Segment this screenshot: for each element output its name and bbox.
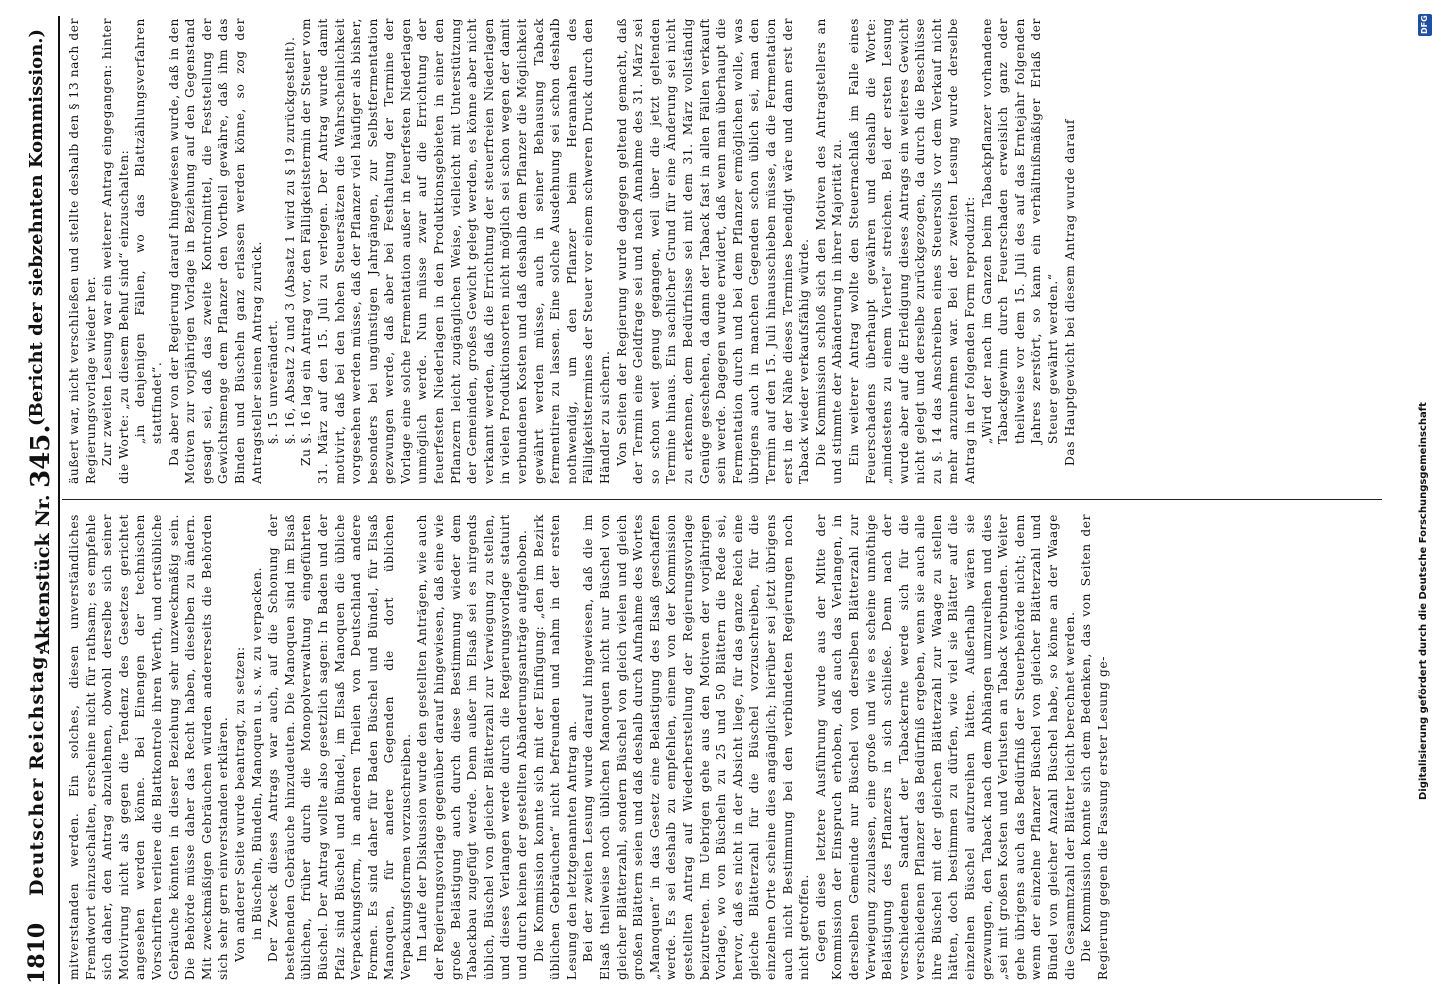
paragraph: Ein weiterer Antrag wollte den Steuernachlaß im Falle eines Feuerschadens überhaupt gewähren und deshalb die Worte: „mindestens zu einem Viertel“ streichen. Bei der ersten Lesung wurde aber auf die Erledigung dieses Antrags ein weiteres Gewicht nicht gelegt und derselbe zurückgezogen, da durch die Beschlüsse zu §. 14 das Anschreiben eines Steuersolls vor dem Verkauf nicht mehr anzunehmen war. Bei der zweiten Lesung wurde derselbe Antrag in der folgenden Form reproduzirt:: [846, 18, 978, 484]
paragraph: äußert war, nicht verschließen und stellte deshalb den § 13 nach der Regierungsvorlage wieder her.: [67, 18, 98, 484]
paragraph: Die Kommission konnte sich dem Bedenken, das von Seiten der Regierung gegen die Fassung erster Lesung ge-: [1079, 514, 1110, 980]
paragraph: Von Seiten der Regierung wurde dagegen geltend gemacht, daß der Termin eine Geldfrage sei und nach Annahme des 31. März sei so schon weit genug gegangen, weil über die jetzt geltenden Termine hinaus. Ein sachlicher Grund für eine Änderung sei nicht zu erkennen, dem Bedürfnisse sei mit dem 31. März vollständig Genüge geschehen, da dann der Taback fast in allen Fällen verkauft sein werde. Dagegen wurde erwidert, daß wenn man überhaupt die Fermentation durch und bei dem Pflanzer ermöglichen wolle, was übrigens auch in manchen Gegenden schon üblich sei, man den Termin auf den 15. Juli hinausschieben müsse, da die Fermentation erst in der Nähe dieses Termines beendigt wäre und dann erst der Taback wieder verkaufsfähig würde.: [614, 18, 812, 484]
paragraph: Von anderer Seite wurde beantragt, zu setzen:: [232, 646, 247, 962]
publication-title: Deutscher Reichstag.: [26, 647, 48, 896]
document-number-value: 345.: [26, 424, 56, 488]
digitization-watermark: [1418, 12, 1432, 992]
document-number-label: Aktenstück Nr.: [32, 494, 54, 654]
paragraph: Gegen diese letztere Ausführung wurde aus der Mitte der Kommission der Einspruch erhoben, daß auch das Verlangen, in derselben Gemeinde nur Büschel von derselben Blätterzahl zur Verwiegung zuzulassen, eine große und wie es scheine unnöthige Belästigung des Pflanzers in sich schließe. Denn nach der verschiedenen Sandart der Tabackernte werde sich für die verschiedenen Pflanzer das Bedürfniß ergeben, wenn sie auch alle ihre Büschel mit der gleichen Blätterzahl zur Waage zu stellen hätten, doch bestimmen zu dürfen, wie viel sie Blätter auf die einzelnen Büschel aufzureihen hätten. Außerhalb wären sie gezwungen, den Taback nach dem Abhängen umzureihen und dies „sei mit großen Kosten und Verlusten an Taback verbunden. Weiter gehe übrigens auch das Bedürfniß der Steuerbehörde nicht; denn wenn der einzelne Pflanzer Büschel von gleicher Blätterzahl und Bündel von gleicher Anzahl Büschel habe, so könne an der Waage die Gesammtzahl der Blätter leicht berechnet werden.: [813, 514, 1077, 980]
left-text-column: [66, 514, 1376, 980]
paragraph: §. 15 unverändert.: [266, 319, 281, 444]
paragraph: Die Kommission konnte sich mit der Einfügung: „den im Bezirk üblichen Gebräuchen“ nicht befreunden und nahm in der ersten Lesung den letztgenannten Antrag an.: [531, 514, 579, 980]
header-rule: [58, 16, 60, 984]
paragraph: Der Zweck dieses Antrags war auch, auf die Schonung der bestehenden Gebräuche hinzudeuten. Die Manoquen sind im Elsaß üblichen, früher durch die Monopolverwaltung eingeführten Büschel. Der Antrag wollte also gesetzlich sagen: In Baden und der Pfalz sind Büschel und Bündel, im Elsaß Manoquen die übliche Verpackungsform, in anderen Theilen von Deutschland andere Formen. Es sind daher für Baden Büschel und Bündel, für Elsaß Manoquen, für andere Gegenden die dort üblichen Verpackungsformen vorzuschreiben.: [266, 514, 413, 980]
dfg-logo: [1418, 14, 1432, 36]
watermark-text: Digitalisierung gefördert durch die Deutsche Forschungsgemeinschaft: [1418, 402, 1429, 800]
page-number: 1810: [24, 922, 50, 984]
report-title: (Bericht der siebzehnten Kommission.): [26, 28, 47, 426]
paragraph: in Büscheln, Bündeln, Manoquen u. s. w. zu verpacken.: [249, 566, 264, 940]
page-header: [20, 16, 54, 984]
dfg-logo-text: DFG: [1420, 15, 1429, 35]
document-number: [26, 425, 56, 654]
paragraph: Das Hauptgewicht bei diesem Antrag wurde darauf: [1062, 118, 1077, 466]
paragraph: §. 16, Absatz 2 und 3 (Absatz 1 wird zu § 19 zurückgestellt).: [282, 36, 297, 444]
paragraph: Die Kommission schloß sich den Motiven des Antragstellers an und stimmte der Abänderung in ihrer Majorität zu.: [813, 18, 845, 484]
paragraph: mitverstanden werden. Ein solches, diesen unverständliches Fremdwort einzuschalten, erscheine nicht für rathsam; es empfehle sich daher, den Antrag abzulehnen, obwohl derselbe sich seiner Motivirung nicht als gegen die Tendenz des Gesetzes gerichtet angesehen werden könne. Bei Einengen der technischen Vorschriften verliere die Blattkontrole ihren Werth, und ortsübliche Gebräuche könnten in dieser Beziehung sehr unzweckmäßig sein. Die Behörde müsse daher das Recht haben, dieselben zu ändern. Mit zweckmäßigen Gebräuchen würden andererseits die Behörden sich sehr gern einverstanden erklären.: [67, 514, 231, 980]
right-text-column: [66, 18, 1376, 484]
column-divider: [62, 499, 1382, 500]
paragraph: Bei der zweiten Lesung wurde darauf hingewiesen, daß die im Elsaß theilweise noch üblichen Manoquen nicht nur Büschel von gleicher Blätterzahl, sondern Büschel von gleich vielen und gleich großen Blättern seien und daß deshalb durch Aufnahme des Wortes „Manoquen“ in das Gesetz eine Belastigung des Elsaß geschaffen werde. Es sei deshalb zu empfehlen, einem von der Kommission gestellten Antrag auf Wiederherstellung der Regierungsvorlage beizutreten. Im Uebrigen gehe aus den Motiven der vorjährigen Vorlage, wo von Büscheln zu 25 und 50 Blättern die Rede sei, hervor, daß es nicht in der Absicht liege, für das ganze Reich eine gleiche Blätterzahl für die Büschel vorzuschreiben, für die einzelnen Orte scheine dies angänglich; hierüber sei jetzt übrigens auch nicht Bestimmung bei den verbündeten Regierungen noch nicht getroffen.: [581, 514, 812, 980]
paragraph: „Wird der nach im Ganzen beim Tabackpflanzer vorhandene Tabackgewinn durch Feuerschaden erweislich ganz oder theilweise vor dem 15. Juli des auf das Erntejahr folgenden Jahres zerstört, so kann ein verhältnißmäßiger Erlaß der Steuer gewährt werden.“: [979, 18, 1061, 444]
paragraph: Da aber von der Regierung darauf hingewiesen wurde, daß in den Motiven zur vorjährigen Vorlage in Beziehung auf den Gegenstand gesagt sei, daß das zweite Kontrolmittel, die Feststellung der Gewichtsmenge dem Pflanzer den Vortheil gewähre, daß ihm das Binden und Büscheln ganz erlassen werden könne, so zog der Antragsteller seinen Antrag zurück.: [166, 18, 264, 484]
paragraph: Zur zweiten Lesung war ein weiterer Antrag eingegangen: hinter die Worte: „zu diesem Behuf sind“ einzuschalten:: [100, 18, 131, 484]
paragraph: „in denjenigen Fällen, wo das Blattzählungsverfahren stattfindet“.: [133, 18, 164, 444]
paragraph: Im Laufe der Diskussion wurde den gestellten Anträgen, wie auch der Regierungsvorlage gegenüber darauf hingewiesen, daß eine wie große Belästigung auch durch diese Bestimmung wieder dem Tabackbau zugefügt werde. Denn außer im Elsaß sei es nirgends üblich, Büschel von gleicher Blätterzahl zur Verwiegung zu stellen, und dieses Verlangen werde durch die Regierungsvorlage statuirt und durch keinen der gestellten Abänderungsanträge aufgehoben.: [415, 514, 530, 980]
paragraph: Zu §. 16 lag ein Antrag vor, den Fälligkeitstermin der Steuer vom 31. März auf den 15. Juli zu verlegen. Der Antrag wurde damit motivirt, daß bei den hohen Steuersätzen die Wahrscheinlichkeit vorgesehen werden müsse, daß der Pflanzer viel häufiger als bisher, besonders bei ungünstigen Jahrgängen, zur Selbstfermentation gezwungen werde, daß aber bei Festhaltung der Termine der Vorlage eine solche Fermentation außer in feuerfesten Niederlagen unmöglich werde. Nun müsse zwar auf die Errichtung der feuerfesten Niederlagen in den Produktionsgebieten in einer den Pflanzern leicht zugänglichen Weise, vielleicht mit Unterstützung der Gemeinden, großes Gewicht gelegt werden, es könne aber nicht verkannt werden, daß die Errichtung der steuerfreien Niederlagen in vielen Produktionsorten nicht möglich sei schon wegen der damit verbundenen Kosten und daß deshalb dem Pflanzer die Möglichkeit gewährt werden müsse, auch in seiner Behausung Taback fermentiren zu lassen. Eine solche Ausdehnung sei schon deshalb nothwendig, um den Pflanzer beim Herannahen des Fälligkeitstermines der Steuer vor einem schweren Druck durch den Händler zu sichern.: [299, 18, 612, 484]
